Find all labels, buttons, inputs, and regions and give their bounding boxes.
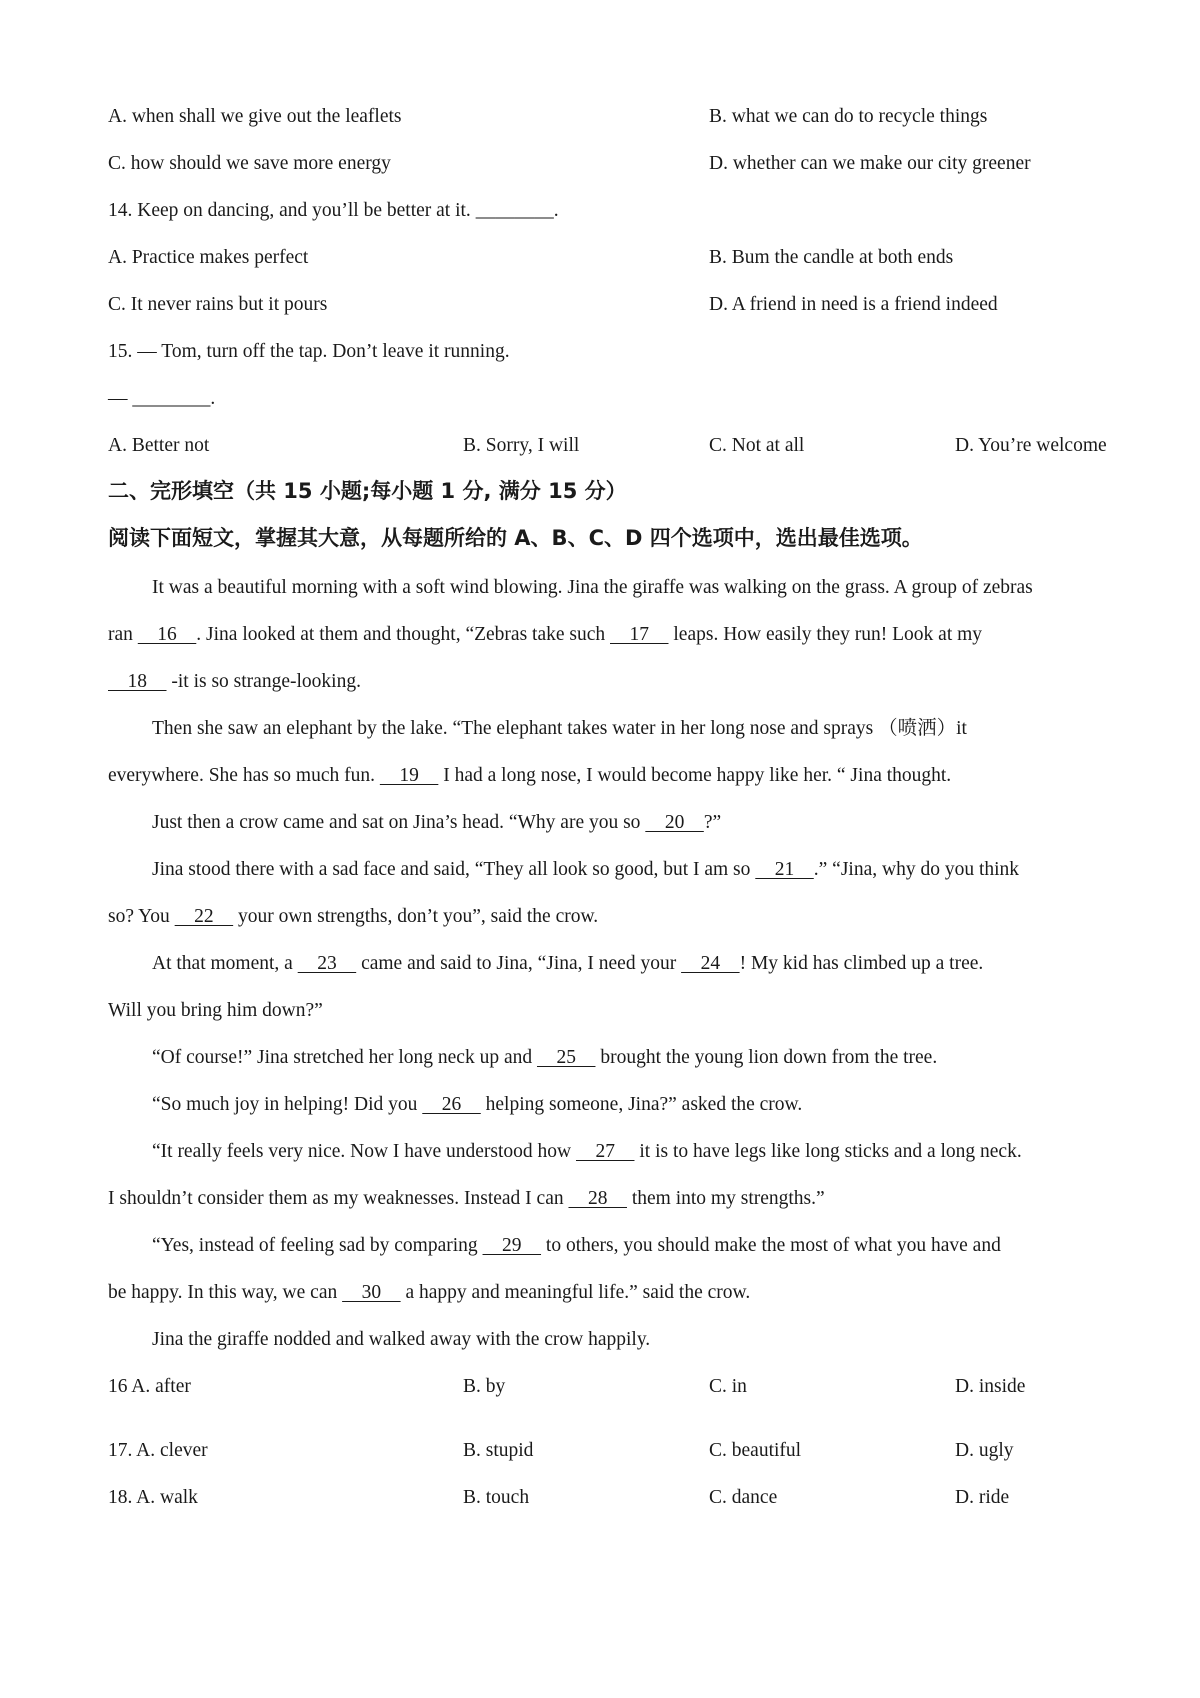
q13-option-a: A. when shall we give out the leaflets <box>108 106 402 127</box>
text-span: Just then a crow came and sat on Jina’s head. “Why are you so <box>152 812 646 833</box>
blank-27: 27 <box>575 1141 635 1162</box>
q17-option-c: C. beautiful <box>709 1440 802 1461</box>
q15-option-d: D. You’re welcome <box>955 435 1107 456</box>
text-span: everywhere. She has so much fun. <box>108 765 380 786</box>
text-span: “Of course!” Jina stretched her long neck up and <box>152 1047 537 1068</box>
q14-option-row-2 <box>108 294 998 315</box>
q13-option-d: D. whether can we make our city greener <box>709 153 1031 174</box>
text-span: brought the young lion down from the tree. <box>595 1047 938 1068</box>
text-span: “Yes, instead of feeling sad by comparing <box>152 1235 483 1256</box>
text-span: so? You <box>108 906 175 927</box>
q13-option-b: B. what we can do to recycle things <box>709 106 988 127</box>
blank-16: 16 <box>137 624 197 645</box>
q14-option-b: B. Bum the candle at both ends <box>709 247 954 268</box>
q18-options <box>108 1487 1010 1508</box>
blank-26: 26 <box>422 1094 481 1115</box>
passage-line-16 <box>108 1283 750 1303</box>
blank-21: 21 <box>755 859 814 880</box>
section-instruction: 阅读下面短文，掌握其大意，从每题所给的 A、B、C、D 四个选项中，选出最佳选项。 <box>108 526 923 550</box>
blank-30: 30 <box>342 1282 401 1303</box>
blank-23: 23 <box>297 953 357 974</box>
q16-option-c: C. in <box>709 1376 747 1397</box>
q14-blank: ________ <box>475 200 554 221</box>
text-span: ?” <box>703 812 722 833</box>
q18-option-c: C. dance <box>709 1487 778 1508</box>
q14-stem-text: 14. Keep on dancing, and you’ll be better at it. <box>108 200 471 221</box>
blank-22: 22 <box>174 906 234 927</box>
blank-18: 18 <box>108 671 167 692</box>
blank-17: 17 <box>610 624 669 645</box>
passage-line-15 <box>152 1236 1001 1256</box>
passage-line-8 <box>108 907 598 927</box>
text-span: -it is so strange-looking. <box>166 671 361 692</box>
q15-options <box>108 435 1107 456</box>
q17-options <box>108 1440 1014 1461</box>
passage-line-2 <box>108 625 982 645</box>
q15-reply <box>108 389 215 409</box>
q13-option-row-2 <box>108 153 1031 174</box>
q15-option-c: C. Not at all <box>709 435 805 456</box>
text-span: came and said to Jina, “Jina, I need your <box>356 953 682 974</box>
text-span: them into my strengths.” <box>626 1188 825 1209</box>
q16-options <box>108 1376 1026 1397</box>
q18-option-d: D. ride <box>955 1487 1010 1508</box>
text-span: your own strengths, don’t you”, said the crow. <box>233 906 599 927</box>
passage-line-9 <box>152 954 983 974</box>
passage-line-4: Then she saw an elephant by the lake. “The elephant takes water in her long nose and sprays （喷洒）it <box>152 718 967 739</box>
passage-line-6 <box>152 813 721 833</box>
q16-option-a: 16 A. after <box>108 1376 191 1397</box>
text-span: At that moment, a <box>152 953 298 974</box>
passage-line-14 <box>108 1189 825 1209</box>
blank-20: 20 <box>645 812 704 833</box>
blank-29: 29 <box>482 1235 542 1256</box>
text-span: Jina stood there with a sad face and said, “They all look so good, but I am so <box>152 859 756 880</box>
text-span: I had a long nose, I would become happy like her. “ Jina thought. <box>438 765 952 786</box>
section-title: 二、完形填空（共 15 小题;每小题 1 分, 满分 15 分） <box>108 479 627 503</box>
text-span: . Jina looked at them and thought, “Zebras take such <box>196 624 610 645</box>
passage-line-1: It was a beautiful morning with a soft wind blowing. Jina the giraffe was walking on the grass. A group of zebras <box>152 577 1033 598</box>
passage-line-17: Jina the giraffe nodded and walked away with the crow happily. <box>152 1329 651 1350</box>
blank-25: 25 <box>536 1047 596 1068</box>
text-span: a happy and meaningful life.” said the crow. <box>400 1282 751 1303</box>
passage-line-7 <box>152 860 1019 880</box>
q16-option-d: D. inside <box>955 1376 1026 1397</box>
q15-option-a: A. Better not <box>108 435 210 456</box>
blank-19: 19 <box>379 765 439 786</box>
passage-line-12 <box>152 1095 802 1115</box>
text-span: “So much joy in helping! Did you <box>152 1094 423 1115</box>
text-span: it is to have legs like long sticks and a long neck. <box>634 1141 1022 1162</box>
q14-option-a: A. Practice makes perfect <box>108 247 309 268</box>
q16-option-b: B. by <box>463 1376 506 1397</box>
text-span: ! My kid has climbed up a tree. <box>739 953 984 974</box>
passage-line-5 <box>108 766 951 786</box>
text-span: .” “Jina, why do you think <box>813 859 1020 880</box>
blank-24: 24 <box>681 953 740 974</box>
q14-option-d: D. A friend in need is a friend indeed <box>709 294 998 315</box>
q18-option-b: B. touch <box>463 1487 530 1508</box>
text-span: to others, you should make the most of what you have and <box>541 1235 1001 1256</box>
q13-option-row-1 <box>108 106 988 127</box>
q17-option-b: B. stupid <box>463 1440 534 1461</box>
q15-reply-dash: — <box>108 388 133 409</box>
passage-line-13 <box>152 1142 1022 1162</box>
passage-line-3 <box>108 672 361 692</box>
q15-option-b: B. Sorry, I will <box>463 435 580 456</box>
passage-line-11 <box>152 1048 937 1068</box>
text-span: helping someone, Jina?” asked the crow. <box>480 1094 803 1115</box>
q14-option-c: C. It never rains but it pours <box>108 294 328 315</box>
q14-stem <box>108 201 559 221</box>
q17-option-a: 17. A. clever <box>108 1440 208 1461</box>
text-span: be happy. In this way, we can <box>108 1282 343 1303</box>
text-span: “It really feels very nice. Now I have understood how <box>152 1141 576 1162</box>
text-span: I shouldn’t consider them as my weaknesses. Instead I can <box>108 1188 569 1209</box>
text-span: leaps. How easily they run! Look at my <box>668 624 983 645</box>
blank-28: 28 <box>568 1188 627 1209</box>
q15-reply-blank: ________ <box>132 388 211 409</box>
q15-reply-end: . <box>210 388 216 409</box>
text-span: ran <box>108 624 138 645</box>
q14-end: . <box>553 200 559 221</box>
q14-option-row-1 <box>108 247 954 268</box>
q17-option-d: D. ugly <box>955 1440 1014 1461</box>
q13-option-c: C. how should we save more energy <box>108 153 391 174</box>
q18-option-a: 18. A. walk <box>108 1487 198 1508</box>
passage-line-10: Will you bring him down?” <box>108 1000 323 1021</box>
q15-stem: 15. — Tom, turn off the tap. Don’t leave it running. <box>108 341 510 362</box>
